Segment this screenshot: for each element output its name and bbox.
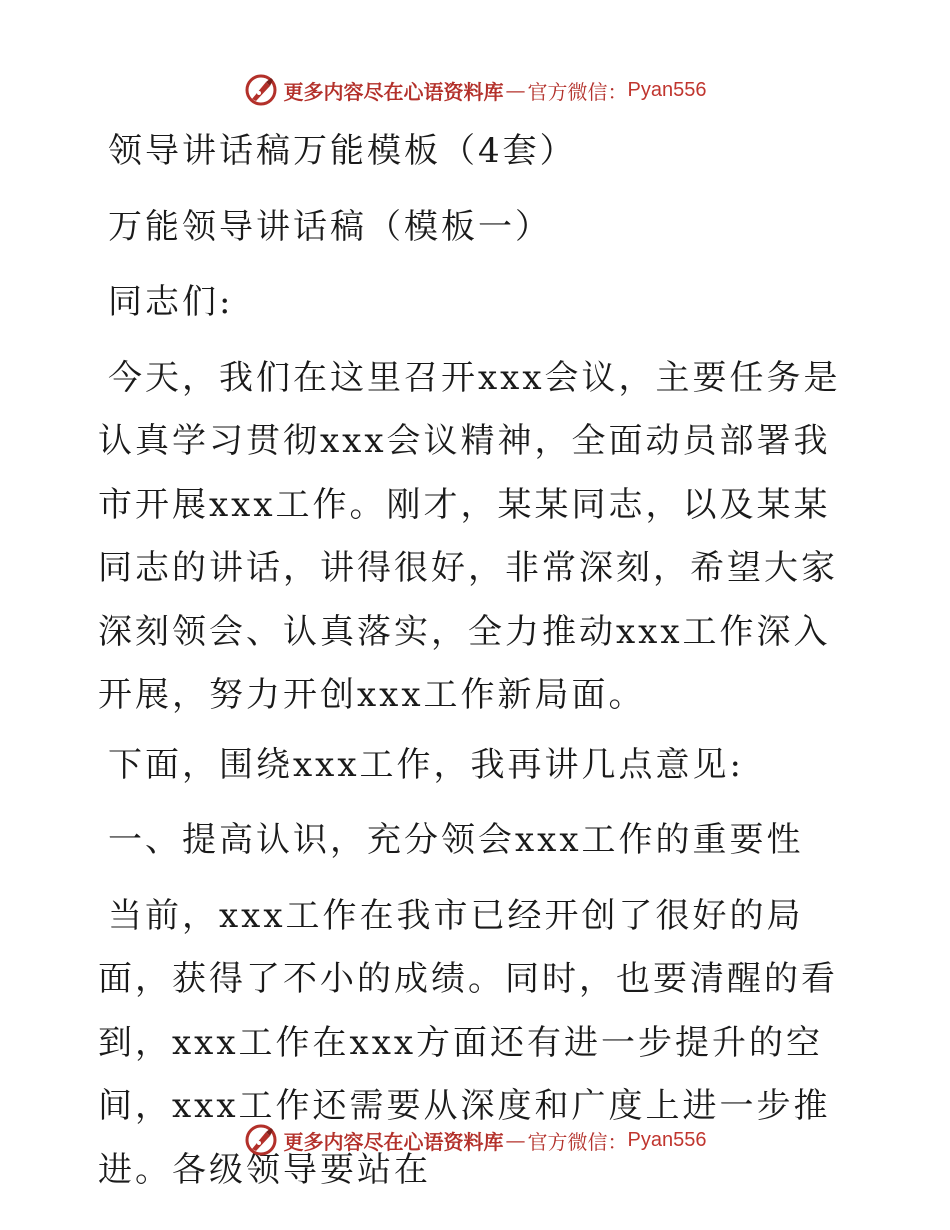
document-title: 领导讲话稿万能模板（4套） [108,131,577,171]
pen-nib-logo-icon [244,1123,278,1157]
paragraph-transition: 下面，围绕xxx工作，我再讲几点意见: [108,744,744,785]
header-watermark [0,70,950,110]
watermark-dash: — [505,1128,526,1152]
watermark-wechat-label: 官方微信： [527,79,628,104]
watermark-wechat-id: Pyan556 [627,78,707,101]
watermark-wechat-id: Pyan556 [627,1128,707,1151]
section-heading-1: 一、提高认识，充分领会xxx工作的重要性 [108,820,804,860]
watermark-lead-text: 更多内容尽在心语资料库 [283,1129,504,1154]
watermark-wechat-label: 官方微信： [527,1129,628,1154]
pen-nib-logo-icon [244,73,278,107]
salutation: 同志们: [108,282,234,322]
watermark-lead-text: 更多内容尽在心语资料库 [283,79,504,104]
watermark-dash: — [505,78,526,102]
paragraph-section-1: 当前，xxx工作在我市已经开创了很好的局面，获得了不小的成绩。同时，也要清醒的看到，xxx工作在xxx方面还有进一步提升的空间，xxx工作还需要从深度和广度上进一步推进。各级领导要站在 [98,895,838,1190]
footer-watermark [0,1120,950,1160]
paragraph-opening: 今天，我们在这里召开xxx会议，主要任务是认真学习贯彻xxx会议精神，全面动员部署我市开展xxx工作。刚才，某某同志，以及某某同志的讲话，讲得很好，非常深刻，希望大家深刻领会、认真落实，全力推动xxx工作深入开展，努力开创xxx工作新局面。 [98,357,841,715]
document-subtitle: 万能领导讲话稿（模板一） [108,206,552,247]
document-body [98,120,858,1208]
